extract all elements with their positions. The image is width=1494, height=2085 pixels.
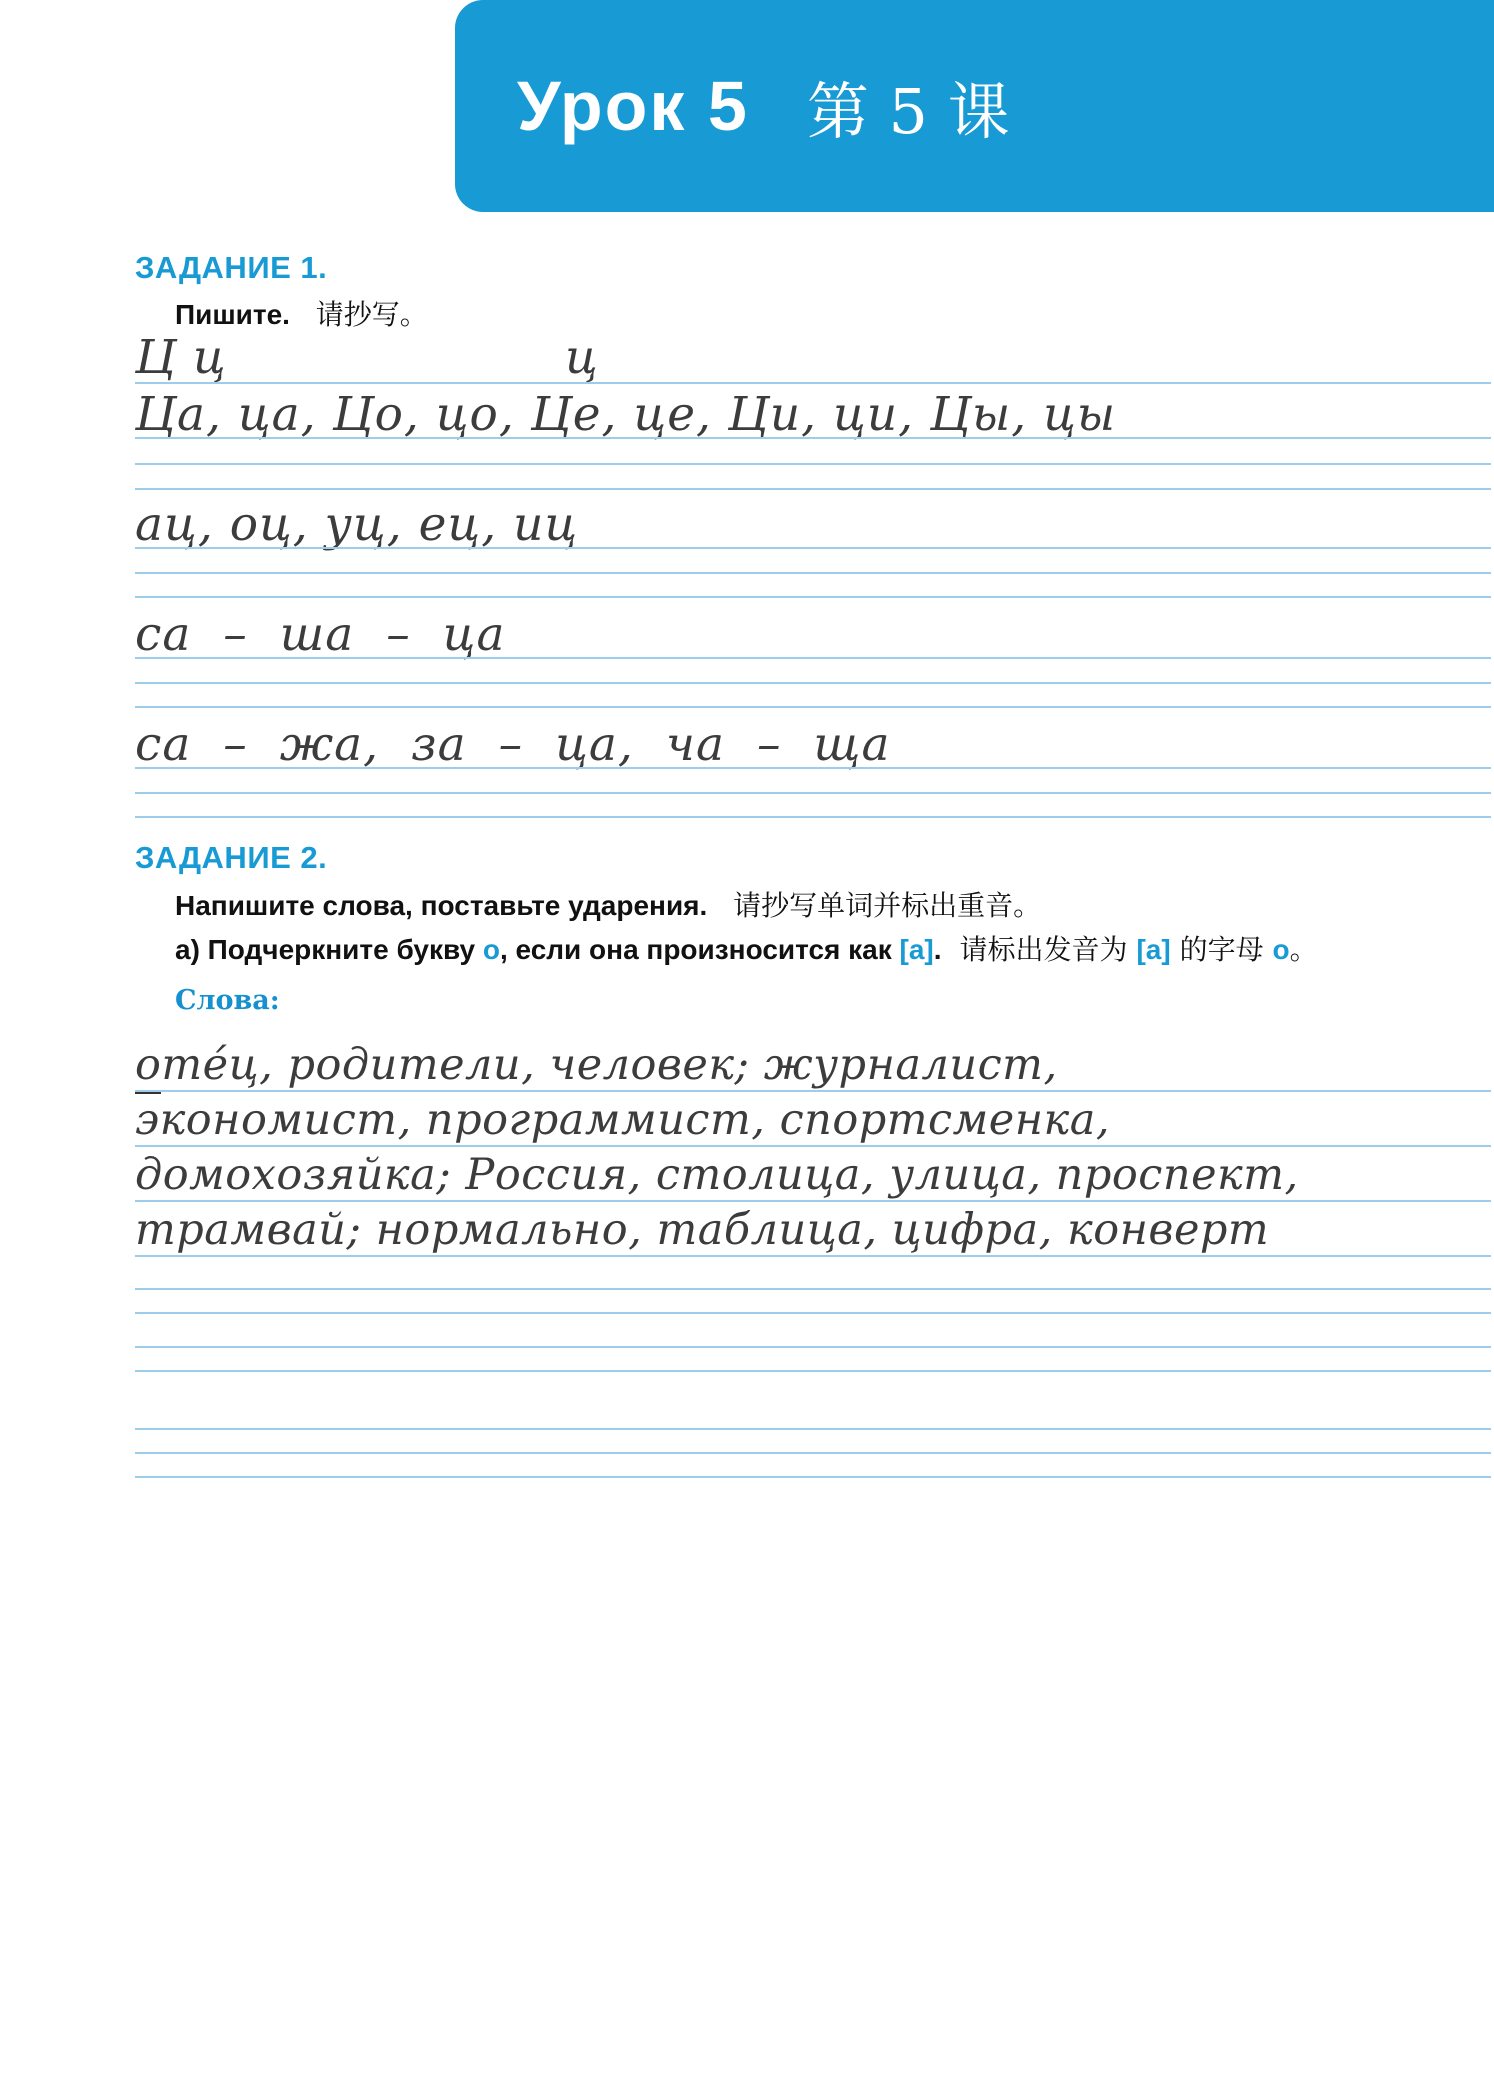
subtask-a-bracket-a: [а] (899, 934, 934, 965)
ruled-line (135, 596, 1491, 598)
subtask-a-letter-o: о (482, 934, 500, 965)
subtask-a-zh3: 。 (1289, 933, 1318, 966)
ruled-line (135, 572, 1491, 574)
ruled-line (135, 1346, 1491, 1348)
words-label: Слова: (175, 985, 280, 1016)
word-line-1-rest: те́ц, родители, человек; журналист, (161, 1040, 1058, 1090)
task1-instruction (175, 293, 428, 333)
ruled-line (135, 1200, 1491, 1202)
word-line-4: трамвай; нормально, таблица, цифра, конверт (135, 1205, 1270, 1255)
ruled-line (135, 657, 1491, 659)
handwriting-row5: са – жа, за – ца, ча – ща (135, 717, 891, 772)
ruled-line (135, 682, 1491, 684)
ruled-line (135, 1145, 1491, 1147)
task2-instruction-ru: Напишите слова, поставьте ударения. (175, 890, 708, 921)
ruled-line (135, 1312, 1491, 1314)
word-line-1-underlined-o: о (135, 1040, 161, 1094)
task2-instruction (175, 884, 1041, 924)
task1-instruction-zh: 请抄写。 (315, 298, 428, 331)
ruled-line (135, 816, 1491, 818)
word-line-3: домохозяйка; Россия, столица, улица, проспект, (135, 1150, 1299, 1200)
task2-instruction-zh: 请抄写单词并标出重音。 (733, 889, 1042, 922)
task2-subtask-a (175, 928, 1318, 968)
subtask-a-zh1: 请标出发音为 (959, 933, 1137, 966)
handwriting-row3: ац, оц, уц, ец, иц (135, 497, 579, 552)
ruled-line (135, 437, 1491, 439)
ruled-line (135, 382, 1491, 384)
subtask-a-dot: . (933, 934, 942, 965)
subtask-a-zh-bracket: [а] (1136, 934, 1171, 965)
ruled-line (135, 1370, 1491, 1372)
ruled-line (135, 547, 1491, 549)
word-line-1 (135, 1040, 1058, 1090)
ruled-line (135, 1090, 1491, 1092)
ruled-line (135, 767, 1491, 769)
subtask-a-zh-letter-o: о (1272, 934, 1290, 965)
task2-heading: ЗАДАНИЕ 2. (135, 840, 328, 875)
ruled-line (135, 1452, 1491, 1454)
subtask-a-mid: , если она произносится как (499, 934, 900, 965)
ruled-line (135, 792, 1491, 794)
ruled-line (135, 463, 1491, 465)
ruled-line (135, 1428, 1491, 1430)
word-line-2: экономист, программист, спортсменка, (135, 1095, 1111, 1145)
lesson-title-chinese: 第 5 课 (806, 74, 1010, 148)
task1-instruction-ru: Пишите. (175, 299, 290, 330)
ruled-line (135, 488, 1491, 490)
ruled-line (135, 1288, 1491, 1290)
ruled-line (135, 706, 1491, 708)
ruled-line (135, 1476, 1491, 1478)
handwriting-row2: Ца, ца, Цо, цо, Це, це, Ци, ци, Цы, цы (135, 387, 1117, 442)
lesson-title-russian: Урок 5 (517, 67, 749, 145)
subtask-a-zh2: 的字母 (1170, 933, 1273, 966)
ruled-line (135, 1255, 1491, 1257)
task1-heading: ЗАДАНИЕ 1. (135, 250, 328, 285)
handwriting-row1-left: Ц ц (135, 330, 227, 385)
subtask-a-prefix: а) Подчеркните букву (175, 934, 483, 965)
lesson-header-banner (455, 0, 1494, 212)
handwriting-row1-mid: ц (565, 330, 599, 385)
handwriting-row4: са – ша – ца (135, 607, 506, 662)
